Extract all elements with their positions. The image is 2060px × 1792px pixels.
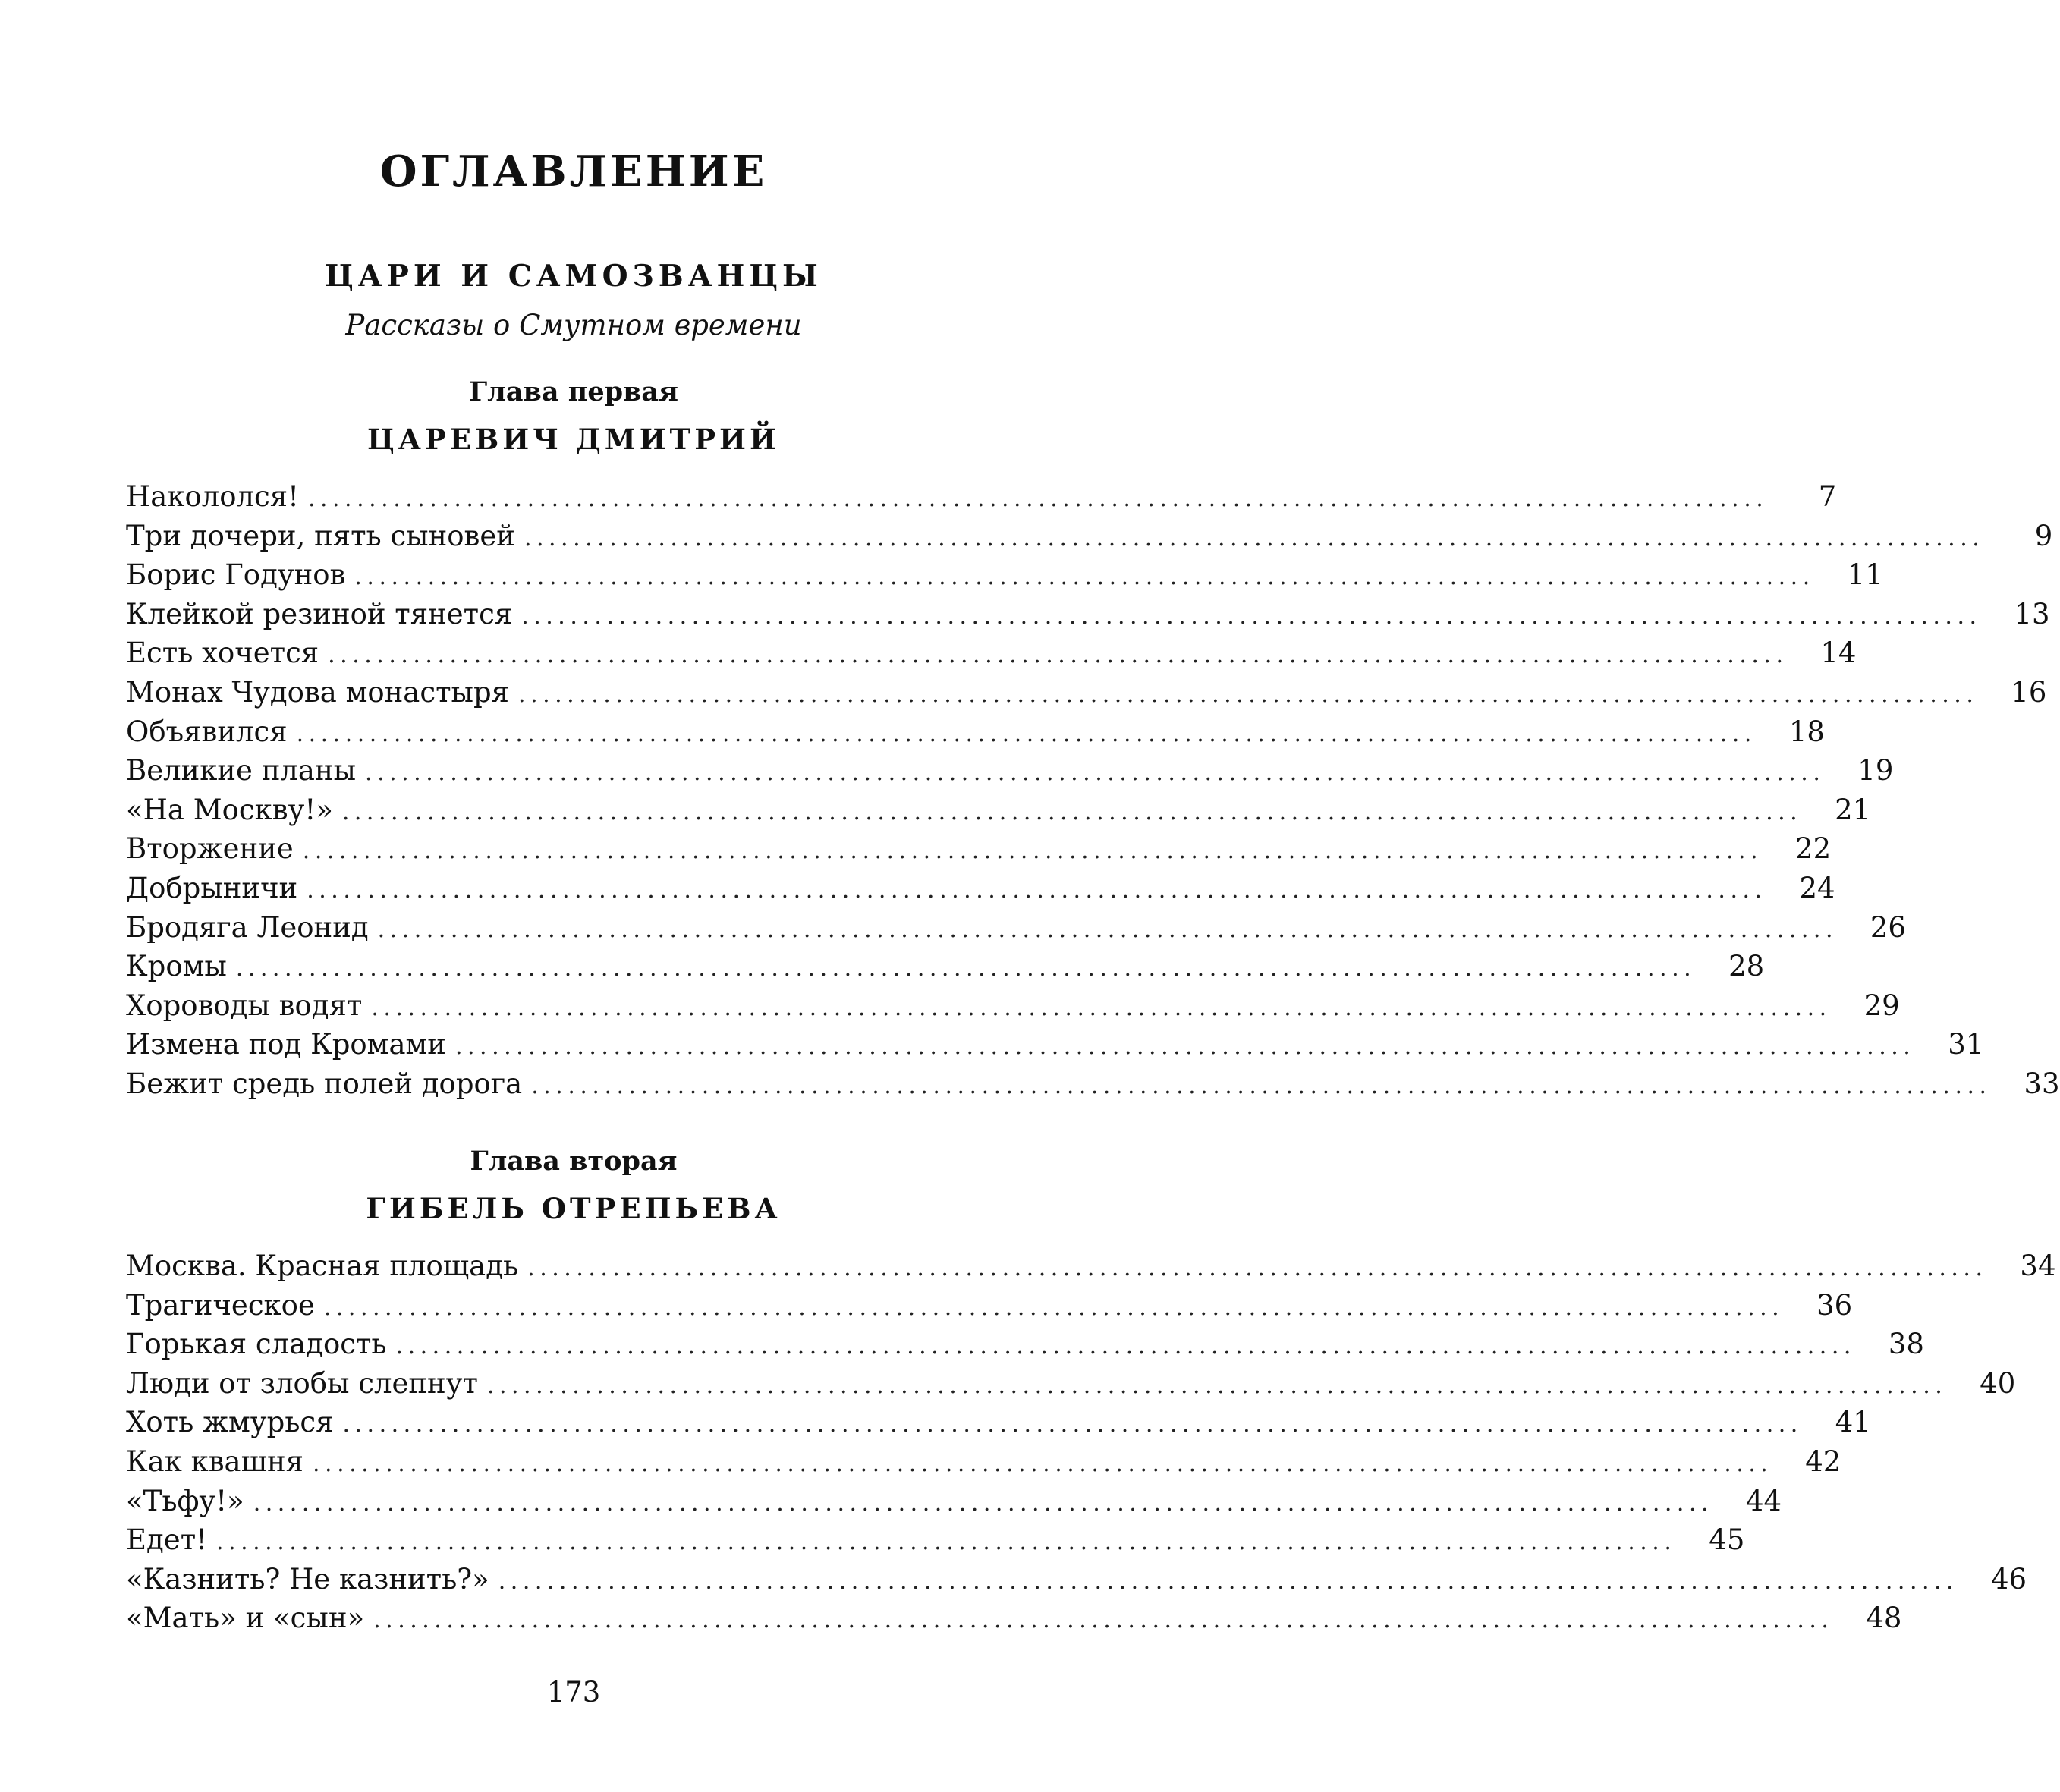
toc-entry	[126, 633, 1857, 673]
toc-entry-page: 13	[2014, 597, 2050, 630]
toc-entry-title: Трагическое	[126, 1288, 315, 1322]
chapter-2-toc	[126, 1247, 2056, 1638]
toc-entry	[126, 1025, 1984, 1064]
toc-entry-page: 31	[1948, 1028, 1984, 1061]
chapter-2-title: ГИБЕЛЬ ОТРЕПЬЕВА	[366, 1192, 782, 1225]
toc-entry-title: Бродяга Леонид	[126, 910, 369, 944]
toc-entry	[126, 1403, 1871, 1442]
toc-dot-leader: ........................................................................................................................	[235, 955, 1697, 982]
toc-entry-title: Люди от злобы слепнут	[126, 1366, 478, 1400]
toc-entry	[126, 1247, 2056, 1286]
chapter-1-title: ЦАРЕВИЧ ДМИТРИЙ	[367, 423, 780, 456]
toc-dot-leader: ........................................................................................................................	[527, 1255, 1988, 1281]
toc-entry	[126, 712, 1825, 752]
toc-entry-title: Клейкой резиной тянется	[126, 597, 513, 630]
toc-entry-title: «Казнить? Не казнить?»	[126, 1562, 489, 1596]
toc-entry-page: 19	[1857, 754, 1894, 788]
toc-entry-title: Вторжение	[126, 832, 294, 866]
toc-entry-page: 42	[1805, 1445, 1841, 1478]
toc-entry-page: 36	[1816, 1288, 1853, 1322]
toc-entry	[126, 1599, 1902, 1638]
toc-entry	[126, 517, 2053, 556]
toc-entry-page: 46	[1991, 1562, 2027, 1596]
toc-dot-leader: ........................................................................................................................	[323, 1294, 1785, 1321]
toc-dot-leader: ........................................................................................................................	[395, 1333, 1856, 1360]
toc-dot-leader: ........................................................................................................................	[342, 1411, 1803, 1438]
toc-dot-leader: ........................................................................................................................	[518, 681, 1979, 708]
toc-entry-title: Москва. Красная площадь	[126, 1250, 519, 1282]
toc-dot-leader: ........................................................................................................................	[531, 1072, 1992, 1099]
toc-entry-page: 11	[1847, 558, 1883, 592]
toc-entry-page: 18	[1788, 715, 1825, 748]
toc-entry	[126, 947, 1765, 986]
chapter-2-label: Глава вторая	[470, 1146, 678, 1177]
toc-entry	[126, 1286, 1853, 1325]
chapter-1-label: Глава первая	[469, 376, 678, 407]
toc-entry	[126, 1442, 1841, 1482]
toc-entry-page: 34	[2020, 1250, 2056, 1282]
toc-entry-title: Как квашня	[126, 1445, 303, 1478]
page-title: ОГЛАВЛЕНИЕ	[379, 146, 768, 196]
toc-entry	[126, 595, 2050, 634]
toc-dot-leader: ........................................................................................................................	[371, 994, 1832, 1021]
toc-entry-page: 9	[2034, 519, 2053, 552]
toc-entry	[126, 1325, 1924, 1364]
toc-entry-page: 14	[1820, 637, 1857, 670]
toc-entry-title: «Тьфу!»	[126, 1484, 244, 1517]
toc-dot-leader: ........................................................................................................................	[307, 486, 1769, 512]
chapter-1-toc	[126, 477, 2060, 1104]
toc-entry-title: Едет!	[126, 1523, 208, 1557]
book-title: ЦАРИ И САМОЗВАНЦЫ	[325, 259, 822, 294]
page-number: 173	[546, 1676, 601, 1709]
toc-entry-title: «На Москву!»	[126, 793, 333, 826]
toc-dot-leader: ........................................................................................................................	[377, 916, 1838, 943]
toc-entry-page: 41	[1835, 1406, 1871, 1439]
toc-dot-leader: ........................................................................................................................	[328, 642, 1788, 669]
toc-dot-leader: ........................................................................................................................	[373, 1607, 1834, 1634]
toc-entry-title: Накололся!	[126, 480, 299, 513]
toc-entry-title: Три дочери, пять сыновей	[126, 519, 515, 552]
toc-entry-page: 48	[1866, 1602, 1902, 1635]
toc-entry-title: Хоть жмурься	[126, 1406, 334, 1439]
toc-dot-leader: ........................................................................................................................	[313, 1450, 1773, 1477]
toc-entry-page: 7	[1818, 480, 1837, 513]
toc-entry-title: Горькая сладость	[126, 1328, 387, 1361]
toc-entry	[126, 908, 1906, 948]
toc-entry	[126, 986, 1900, 1026]
toc-entry-title: Монах Чудова монастыря	[126, 675, 510, 709]
toc-entry-title: Измена под Кромами	[126, 1028, 446, 1061]
toc-entry-page: 40	[1980, 1366, 2016, 1400]
toc-dot-leader: ........................................................................................................................	[454, 1033, 1916, 1061]
toc-dot-leader: ........................................................................................................................	[341, 798, 1803, 825]
toc-entry-page: 29	[1863, 989, 1900, 1022]
toc-entry-page: 21	[1835, 793, 1871, 826]
toc-dot-leader: ........................................................................................................................	[524, 524, 1985, 552]
toc-dot-leader: ........................................................................................................................	[307, 876, 1767, 904]
toc-entry-page: 45	[1709, 1523, 1745, 1557]
toc-entry	[126, 1560, 2027, 1599]
toc-entry-title: Кромы	[126, 950, 227, 983]
toc-entry-title: «Мать» и «сын»	[126, 1602, 365, 1635]
toc-dot-leader: ........................................................................................................................	[253, 1489, 1714, 1517]
toc-entry	[126, 1520, 1745, 1560]
toc-entry-page: 22	[1795, 832, 1832, 866]
toc-entry-page: 33	[2024, 1067, 2060, 1100]
toc-entry-title: Бежит средь полей дорога	[126, 1067, 523, 1100]
toc-dot-leader: ........................................................................................................................	[521, 602, 1982, 630]
toc-entry	[126, 1364, 2016, 1404]
toc-entry	[126, 1482, 1782, 1521]
toc-entry-title: Великие планы	[126, 754, 357, 788]
toc-entry-page: 28	[1728, 950, 1765, 983]
toc-entry-page: 26	[1870, 910, 1906, 944]
toc-dot-leader: ........................................................................................................................	[296, 720, 1757, 747]
toc-entry	[126, 555, 1883, 595]
toc-dot-leader: ........................................................................................................................	[365, 759, 1826, 787]
toc-dot-leader: ........................................................................................................................	[486, 1372, 1948, 1399]
toc-entry	[126, 869, 1835, 908]
toc-entry-page: 38	[1888, 1328, 1924, 1361]
toc-entry-title: Борис Годунов	[126, 558, 346, 592]
toc-entry	[126, 673, 2047, 712]
toc-entry-title: Хороводы водят	[126, 989, 363, 1022]
toc-dot-leader: ........................................................................................................................	[498, 1567, 1959, 1595]
toc-entry-title: Объявился	[126, 715, 288, 748]
toc-entry-page: 16	[2011, 675, 2047, 709]
toc-entry-page: 24	[1799, 871, 1835, 904]
toc-entry	[126, 1064, 2060, 1104]
toc-dot-leader: ........................................................................................................................	[354, 564, 1815, 591]
toc-entry	[126, 791, 1871, 830]
toc-dot-leader: ........................................................................................................................	[216, 1529, 1677, 1556]
toc-entry	[126, 477, 1837, 517]
toc-dot-leader: ........................................................................................................................	[302, 838, 1763, 865]
toc-entry	[126, 829, 1832, 869]
toc-entry-title: Добрыничи	[126, 871, 298, 904]
toc-entry	[126, 751, 1894, 791]
toc-entry-title: Есть хочется	[126, 637, 319, 670]
book-subtitle: Рассказы о Смутном времени	[345, 309, 802, 341]
toc-entry-page: 44	[1745, 1484, 1782, 1517]
